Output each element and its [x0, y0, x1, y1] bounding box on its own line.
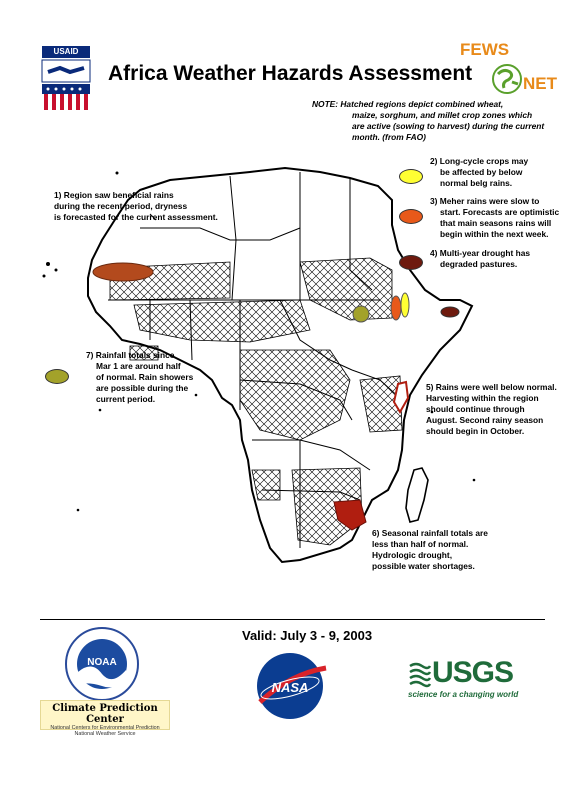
cpc-sub2: National Weather Service: [74, 731, 136, 737]
annotation-6-line: Hydrologic drought,: [372, 550, 453, 560]
noaa-seal-icon: [62, 626, 142, 702]
annotation-4-line: degraded pastures.: [440, 259, 518, 269]
hazard-region-2: [401, 293, 409, 317]
hazard-region-4: [441, 307, 459, 317]
annotation-7-line: Mar 1 are around half: [96, 361, 181, 371]
annotation-7-line: 7) Rainfall totals since: [86, 350, 175, 360]
legend-swatch-3: [399, 209, 423, 224]
madagascar-outline: [406, 468, 428, 522]
annotation-7-line: of normal. Rain showers: [96, 372, 194, 382]
annotation-7-line: current period.: [96, 394, 156, 404]
usgs-wave-icon: [408, 660, 432, 688]
note-line: NOTE: Hatched regions depict combined wheat,: [312, 99, 504, 109]
legend-swatch-4: [399, 255, 423, 270]
nasa-logo-icon: [254, 650, 330, 722]
note-line: maize, sorghum, and millet crop zones which: [352, 110, 533, 120]
annotation-5-line: should continue through: [426, 404, 525, 414]
usaid-logo: USAID: [42, 46, 90, 58]
page-title: Africa Weather Hazards Assessment: [108, 62, 473, 85]
annotation-2-line: 2) Long-cycle crops may: [430, 156, 529, 166]
note-line: month. (from FAO): [352, 132, 426, 142]
fews-logo-text: FEWS: [460, 40, 510, 59]
annotation-3-line: start. Forecasts are optimistic: [440, 207, 560, 217]
annotation-1-line: during the recent period, dryness: [54, 201, 188, 211]
footer-divider: [40, 619, 545, 620]
annotation-2-line: normal belg rains.: [440, 178, 513, 188]
annotation-5-line: 5) Rains were well below normal.: [426, 382, 557, 392]
annotation-4: [430, 248, 570, 270]
annotation-6-line: less than half of normal.: [372, 539, 469, 549]
annotation-6-line: 6) Seasonal rainfall totals are: [372, 528, 488, 538]
cpc-title: Climate Prediction Center: [52, 703, 158, 725]
hazard-region-1: [93, 263, 153, 281]
annotation-5-line: should begin in October.: [426, 426, 525, 436]
usgs-tagline: science for a changing world: [408, 690, 519, 699]
annotation-7: [86, 350, 216, 405]
annotation-6: [372, 528, 522, 572]
hazard-region-7: [353, 306, 369, 322]
annotation-5-line: Harvesting within the region: [426, 393, 539, 403]
legend-swatch-2: [399, 169, 423, 184]
annotation-6-line: possible water shortages.: [372, 561, 475, 571]
annotation-5: [426, 382, 572, 437]
annotation-4-line: 4) Multi-year drought has: [430, 248, 531, 258]
annotation-1-line: 1) Region saw beneficial rains: [54, 190, 174, 200]
hazard-region-3: [391, 296, 401, 320]
annotation-2: [430, 156, 570, 189]
cpc-sub1: National Centers for Environmental Prediction: [50, 725, 160, 731]
annotation-3-line: begin within the next week.: [440, 229, 549, 239]
annotation-7-line: are possible during the: [96, 383, 189, 393]
annotation-2-line: be affected by below: [440, 167, 523, 177]
noaa-label: NOAA: [87, 657, 117, 668]
annotation-5-line: August. Second rainy season: [426, 415, 544, 425]
annotation-1: [54, 190, 264, 223]
usgs-wordmark: USGS: [432, 656, 514, 689]
annotation-1-line: is forecasted for the current assessment.: [54, 212, 218, 222]
note-line: are active (sowing to harvest) during the current: [352, 121, 545, 131]
nasa-label: NASA: [271, 680, 309, 695]
cpc-logo: [40, 700, 170, 737]
legend-swatch-7: [45, 369, 69, 384]
annotation-3: [430, 196, 570, 240]
net-logo-text: NET: [523, 74, 557, 93]
annotation-3-line: that main seasons rains will: [440, 218, 552, 228]
annotation-3-line: 3) Meher rains were slow to: [430, 196, 540, 206]
valid-dates: Valid: July 3 - 9, 2003: [242, 628, 373, 643]
